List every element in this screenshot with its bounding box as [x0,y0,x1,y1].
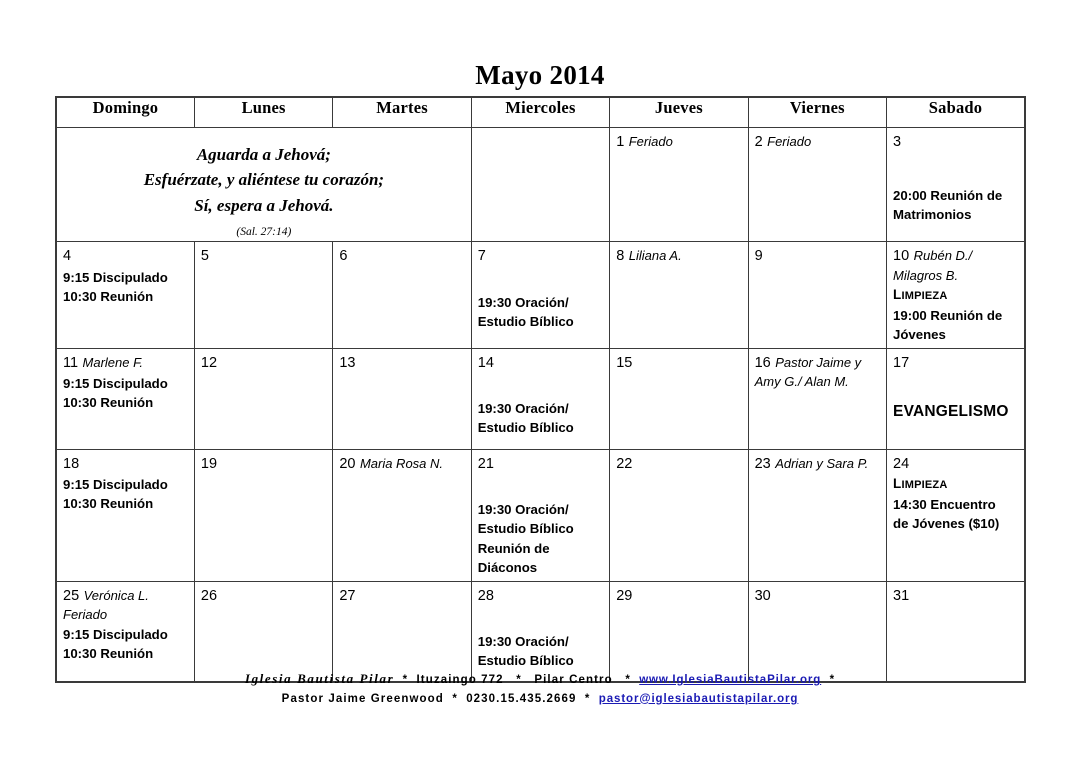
calendar-container [55,96,1024,683]
event-line: 10:30 Reunión [63,645,154,661]
day-smallcaps-label [893,474,1018,494]
day-events [63,268,188,306]
footer-separator: * [829,674,836,686]
verse-line-1: Aguarda a Jehová; [196,144,331,164]
day-cell-8[interactable] [610,242,748,348]
event-line: 19:30 Oración/ [477,502,569,518]
day-number: 15 [616,354,633,371]
calendar-week-row [56,348,1025,449]
calendar-header-row [56,97,1025,127]
phone-number: 0230.15.435.2669 [466,692,577,705]
email-link[interactable]: pastor@iglesiabautistapilar.org [598,692,799,705]
day-number: 3 [893,133,902,150]
day-events [63,625,188,663]
event-line: 10:30 Reunión [63,289,154,305]
event-line: 19:00 Reunión de [893,307,1003,323]
day-note-secondary: Milagros B. [893,267,959,283]
day-events [63,475,188,513]
event-line: Reunión de Diáconos [477,540,550,575]
day-number: 27 [339,587,356,604]
day-number: 2 [754,133,763,150]
day-cell-19[interactable] [194,449,332,581]
day-cell-5[interactable] [194,242,332,348]
day-number: 8 [616,248,625,265]
day-number: 18 [63,455,80,472]
event-line: 10:30 Reunión [63,496,154,512]
church-address: Ituzaingo 772 [416,674,504,686]
page-title: Mayo 2014 [475,60,605,90]
event-line: Estudio Bíblico [477,653,574,669]
day-events [478,632,603,670]
footer-line-2 [0,690,1080,709]
day-number: 14 [477,354,494,371]
day-cell-3[interactable] [887,127,1025,242]
day-number: 11 [63,354,79,371]
day-number: 28 [477,587,494,604]
website-link[interactable]: www.IglesiaBautistaPilar.org [639,674,822,686]
day-cell-11[interactable] [56,348,194,449]
day-number: 13 [339,354,356,371]
day-number: 21 [477,455,494,472]
footer-separator: * [452,692,458,705]
event-line: 10:30 Reunión [63,395,154,411]
event-line: 19:30 Oración/ [477,401,569,417]
calendar-body [56,127,1025,682]
day-cell-4[interactable] [56,242,194,348]
day-events [893,186,1018,224]
weekday-header-martes: Martes [333,97,471,127]
day-note: Rubén D./ [913,248,973,264]
day-cell-23[interactable] [748,449,886,581]
weekday-header-miercoles: Miercoles [471,97,609,127]
day-note: Verónica L. [83,587,149,603]
day-cell-22[interactable] [610,449,748,581]
event-line: Matrimonios [893,207,972,223]
event-line: Jóvenes [893,326,946,342]
event-line: Estudio Bíblico [477,314,574,330]
day-smallcaps-label [893,285,1018,305]
day-number: 1 [616,133,625,150]
smallcaps-text: LIMPIEZA [893,287,948,303]
day-number: 5 [200,248,209,265]
day-number: 30 [754,587,771,604]
day-number: 16 [754,354,771,371]
day-number: 31 [893,587,910,604]
verse-text [57,128,471,242]
event-line: 9:15 Discipulado [63,269,168,285]
day-number: 25 [63,587,80,604]
calendar-week-row [56,242,1025,348]
day-note-secondary: Feriado [63,607,108,623]
verse-line-3: Sí, espera a Jehová. [194,196,334,216]
day-number: 10 [893,248,910,265]
footer-separator: * [584,692,591,705]
day-cell-16[interactable] [748,348,886,449]
verse-line-2: Esfuérzate, y aliéntese tu corazón; [143,170,385,190]
day-cell-2[interactable] [748,127,886,242]
smallcaps-text: LIMPIEZA [893,476,948,492]
calendar-table [55,96,1026,683]
footer-separator: * [402,674,409,686]
event-line: 9:15 Discipulado [63,376,168,392]
day-cell-24[interactable] [887,449,1025,581]
verse-reference: (Sal. 27:14) [236,225,292,238]
calendar-week-row [56,127,1025,242]
footer [0,668,1080,708]
day-cell-7[interactable] [471,242,609,348]
calendar-week-row [56,449,1025,581]
day-number: 6 [339,248,348,265]
weekday-header-sabado: Sabado [887,97,1025,127]
day-number: 26 [200,587,218,604]
day-cell-17[interactable] [887,348,1025,449]
day-cell-13[interactable] [333,348,471,449]
day-cell-20[interactable] [333,449,471,581]
day-cell-21[interactable] [471,449,609,581]
church-city: Pilar Centro [534,674,613,686]
pastor-name: Pastor Jaime Greenwood [281,692,444,705]
day-number: 22 [616,455,633,472]
weekday-header-viernes: Viernes [748,97,886,127]
event-line: 9:15 Discipulado [63,477,168,493]
day-cell-18[interactable] [56,449,194,581]
footer-separator: * [625,674,631,686]
day-note: Maria Rosa N. [359,455,444,471]
day-cell-10[interactable] [887,242,1025,348]
day-cell-6[interactable] [333,242,471,348]
church-name: Iglesia Bautista Pilar [244,671,395,686]
day-cell-empty[interactable] [471,127,609,242]
day-note: Marlene F. [82,354,143,370]
day-cell-14[interactable] [471,348,609,449]
event-line: 20:00 Reunión de [893,187,1003,203]
weekday-header-lunes: Lunes [194,97,332,127]
weekday-header-domingo: Domingo [56,97,194,127]
day-note-secondary: Amy G./ Alan M. [754,374,849,390]
day-number: 24 [893,455,910,472]
day-number: 7 [477,248,486,265]
day-note: Adrian y Sara P. [775,455,869,471]
event-line: 9:15 Discipulado [63,626,168,642]
day-events [478,293,603,331]
weekday-header-jueves: Jueves [610,97,748,127]
event-line: de Jóvenes ($10) [893,515,1000,531]
event-line: 14:30 Encuentro [893,496,996,512]
day-note: Feriado [628,133,673,149]
event-line: 19:30 Oración/ [477,634,569,650]
day-highlight-label: EVANGELISMO [893,403,1009,421]
day-events [478,500,603,577]
day-events [893,306,1018,344]
day-cell-9[interactable] [748,242,886,348]
footer-separator: * [516,674,522,686]
day-cell-15[interactable] [610,348,748,449]
day-note: Liliana A. [628,248,682,264]
event-line: Estudio Bíblico [477,521,574,537]
day-cell-1[interactable] [610,127,748,242]
day-cell-12[interactable] [194,348,332,449]
day-number: 19 [200,455,218,472]
day-note: Feriado [767,133,812,149]
day-number: 17 [893,354,910,371]
day-note: Pastor Jaime y [775,354,862,370]
event-line: Estudio Bíblico [477,420,574,436]
day-number: 12 [200,354,218,371]
day-number: 9 [754,248,763,265]
verse-cell [56,127,471,242]
footer-line-1 [0,668,1080,690]
day-number: 29 [616,587,633,604]
day-events [478,399,603,437]
day-events [63,374,188,412]
day-number: 4 [63,248,72,265]
day-number: 20 [339,455,356,472]
event-line: 19:30 Oración/ [477,294,569,310]
day-events [893,495,1018,533]
day-number: 23 [754,455,771,472]
